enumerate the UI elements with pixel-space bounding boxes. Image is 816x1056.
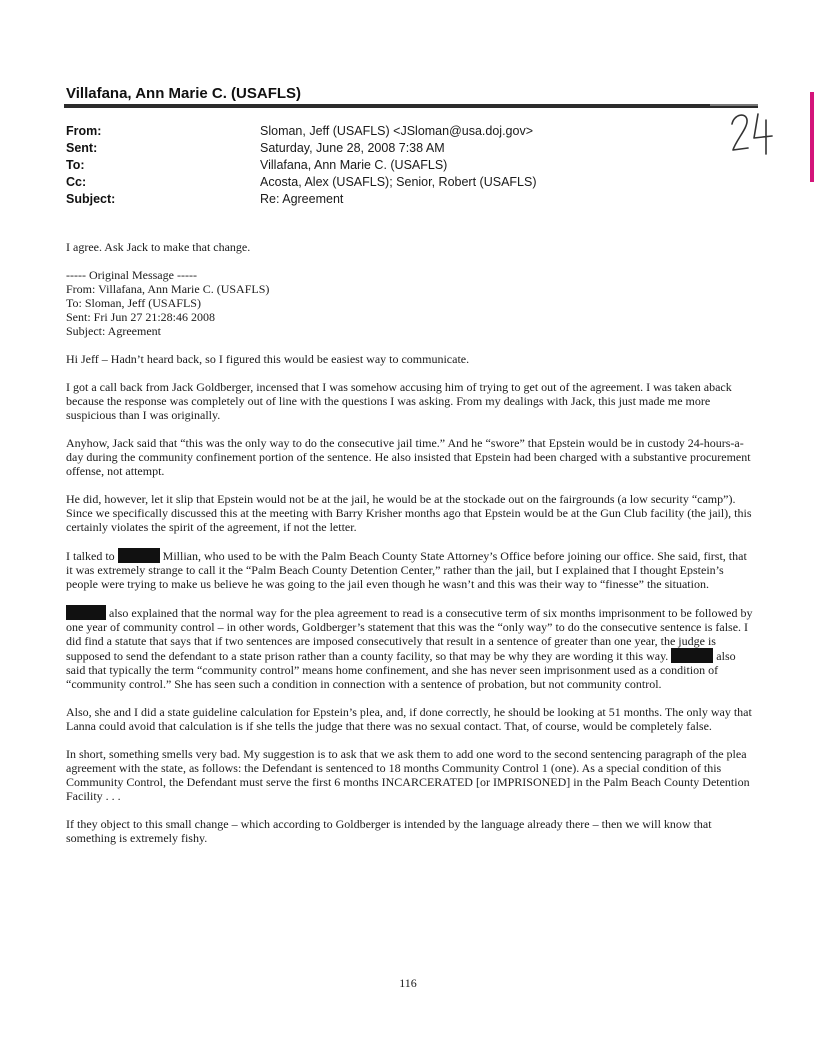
page-number: 116 [399,976,417,990]
cc-value: Acosta, Alex (USAFLS); Senior, Robert (USAFLS) [260,175,537,189]
original-message-header [66,268,756,338]
paragraph-4: He did, however, let it slip that Epstein would not be at the jail, he would be at the stockade out on the fairgrounds (a low security “camp”). Since we specifically discussed this at the meeting with Barry Krisher months ago that Epstein would be at the Gun Club facility (the jail), this certainly violates the spirit of the agreement, if not the letter. [66,492,752,534]
paragraph-6 [66,605,756,691]
paragraph-8: In short, something smells very bad. My suggestion is to ask that we ask them to add one word to the second sentencing paragraph of the plea agreement with the state, as follows: the Defendant is sentenced to 18 months Community Control 1 (one). As a special condition of this Community Control, the Defendant must serve the first 6 months INCARCERATED [or IMPRISONED] in the Palm Beach County Detention Facility . . . [66,747,750,803]
paragraph-1: Hi Jeff – Hadn’t heard back, so I figured this would be easiest way to communicate. [66,352,470,366]
redaction-box [66,605,106,620]
header-rule [64,104,758,108]
redaction-box [118,548,160,563]
subject-value: Re: Agreement [260,192,344,206]
original-sent: Sent: Fri Jun 27 21:28:46 2008 [66,310,216,324]
paragraph-6-rest: also said that typically the term “community control” means home confinement, and she has never seen imprisonment used as a condition of “community control.” She has seen such a condition in connection with a sentence of probation, but not community control. [66,649,736,691]
paragraph-2: I got a call back from Jack Goldberger, incensed that I was somehow accusing him of trying to get out of the agreement. I was taken aback because the response was completely out of line with the questions I was asking. From my dealings with Jack, this just made me more suspicious than I was originally. [66,380,732,422]
to-label: To: [66,158,85,172]
paragraph-9: If they object to this small change – which according to Goldberger is intended by the language already there – then we will know that something is extremely fishy. [66,817,712,845]
sent-label: Sent: [66,141,98,155]
paragraph-5 [66,548,756,591]
paragraph-3: Anyhow, Jack said that “this was the only way to do the consecutive jail time.” And he “swore” that Epstein would be in custody 24-hours-a-day during the community confinement portion of the sentence. He also insisted that Epstein had been charged with a substantive procurement offense, not attempt. [66,436,751,478]
paragraph-6-start: also explained that the normal way for the plea agreement to read is a consecutive term of six months imprisonment to be followed by one year of community control – in other words, Goldberger’s statement that this was the “only way” to do the consecutive sentence is false. I did find a statute that says that if two sentences are imposed consecutively that result in a sentence of greater than one year, the judge is supposed to send the defendant to a state prison rather than a county facility, so that may be why they are wording it this way. [66,606,753,663]
sent-value: Saturday, June 28, 2008 7:38 AM [260,141,445,155]
original-from: From: Villafana, Ann Marie C. (USAFLS) [66,282,270,296]
paragraph-7: Also, she and I did a state guideline calculation for Epstein’s plea, and, if done correctly, he should be looking at 51 months. The only way that Lanna could avoid that calculation is if she tells the judge that there was no sexual contact. That, of course, would be completely false. [66,705,752,733]
to-value: Villafana, Ann Marie C. (USAFLS) [260,158,448,172]
original-subject: Subject: Agreement [66,324,161,338]
from-label: From: [66,124,102,138]
email-body [66,240,756,859]
header-rule-end [710,104,758,106]
reply-text: I agree. Ask Jack to make that change. [66,240,251,254]
original-marker: ----- Original Message ----- [66,268,197,282]
from-value: Sloman, Jeff (USAFLS) <JSloman@usa.doj.gov> [260,124,534,138]
handwritten-page-mark [728,108,776,158]
original-to: To: Sloman, Jeff (USAFLS) [66,296,201,310]
paragraph-5-start: I talked to [66,549,115,563]
redaction-box [671,648,713,663]
paragraph-5-rest: Millian, who used to be with the Palm Beach County State Attorney’s Office before joining our office. She said, first, that it was extremely strange to call it the “Palm Beach County Detention Center,” rather than the jail, but I explained that I thought Epstein’s people were trying to make us believe he was going to the jail even though he wasn’t and this was their way to “finesse” the situation. [66,549,747,591]
right-edge-mark [810,92,814,182]
email-sender-name: Villafana, Ann Marie C. (USAFLS) [66,85,302,102]
cc-label: Cc: [66,175,87,189]
subject-label: Subject: [66,192,116,206]
